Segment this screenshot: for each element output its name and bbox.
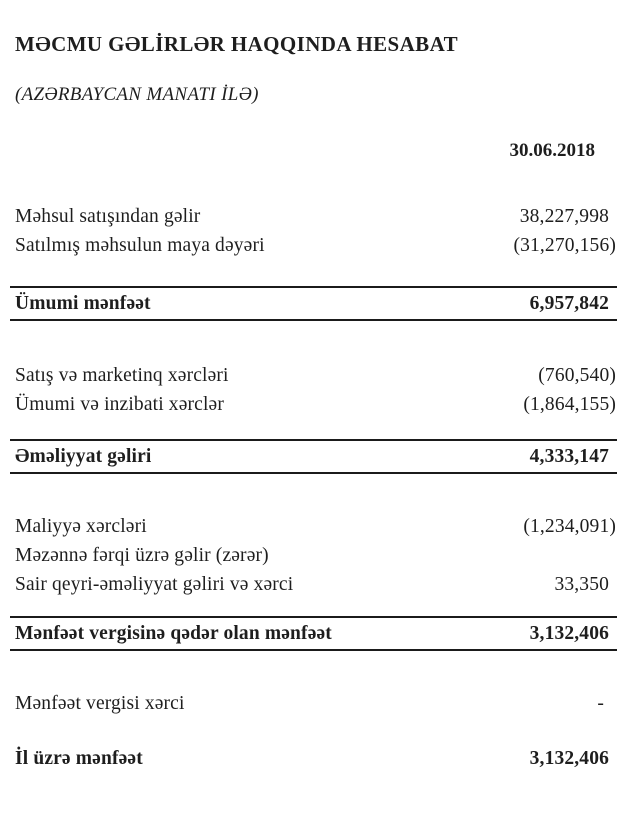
row-label: Mənfəət vergisi xərci [15, 693, 185, 714]
row-label: Əməliyyat gəliri [15, 446, 152, 467]
row-value: 38,227,998 [519, 206, 609, 227]
row-label: Maliyyə xərcləri [15, 516, 147, 537]
row-label: Satılmış məhsulun maya dəyəri [15, 235, 265, 256]
row-label: Satış və marketinq xərcləri [15, 365, 229, 386]
table-row-admin-expenses [10, 390, 617, 419]
table-row-profit-for-year [10, 744, 617, 773]
table-row-finance-expenses [10, 512, 617, 541]
table-row-other-non-operating [10, 570, 617, 599]
row-label: Məzənnə fərqi üzrə gəlir (zərər) [15, 545, 269, 566]
row-label: İl üzrə mənfəət [15, 748, 143, 769]
table-row-sales-marketing-expenses [10, 361, 617, 390]
income-statement-table [10, 202, 617, 773]
row-value: 4,333,147 [529, 446, 609, 467]
table-row-operating-income-total [10, 439, 617, 474]
table-row-profit-before-tax-total [10, 616, 617, 651]
row-value: (31,270,156) [513, 235, 616, 256]
row-label: Ümumi və inzibati xərclər [15, 394, 224, 415]
page-subtitle: (AZƏRBAYCAN MANATI İLƏ) [15, 84, 259, 105]
row-value: 33,350 [554, 574, 609, 595]
table-row-gross-profit-total [10, 286, 617, 321]
row-label: Mənfəət vergisinə qədər olan mənfəət [15, 623, 332, 644]
row-value: (1,234,091) [523, 516, 616, 537]
page-title: MƏCMU GƏLİRLƏR HAQQINDA HESABAT [15, 32, 459, 56]
row-value: (760,540) [538, 365, 616, 386]
row-value: 6,957,842 [529, 293, 609, 314]
row-value: (1,864,155) [523, 394, 616, 415]
table-row-income-tax-expense [10, 689, 617, 718]
table-row-revenue [10, 202, 617, 231]
row-value: 3,132,406 [529, 623, 609, 644]
row-label: Məhsul satışından gəlir [15, 206, 201, 227]
row-label: Sair qeyri-əməliyyat gəliri və xərci [15, 574, 294, 595]
column-header-date: 30.06.2018 [509, 140, 595, 161]
row-value: - [597, 693, 604, 714]
table-row-fx-gain-loss [10, 541, 617, 570]
table-row-cost-of-sales [10, 231, 617, 260]
row-value: 3,132,406 [529, 748, 609, 769]
row-label: Ümumi mənfəət [15, 293, 151, 314]
